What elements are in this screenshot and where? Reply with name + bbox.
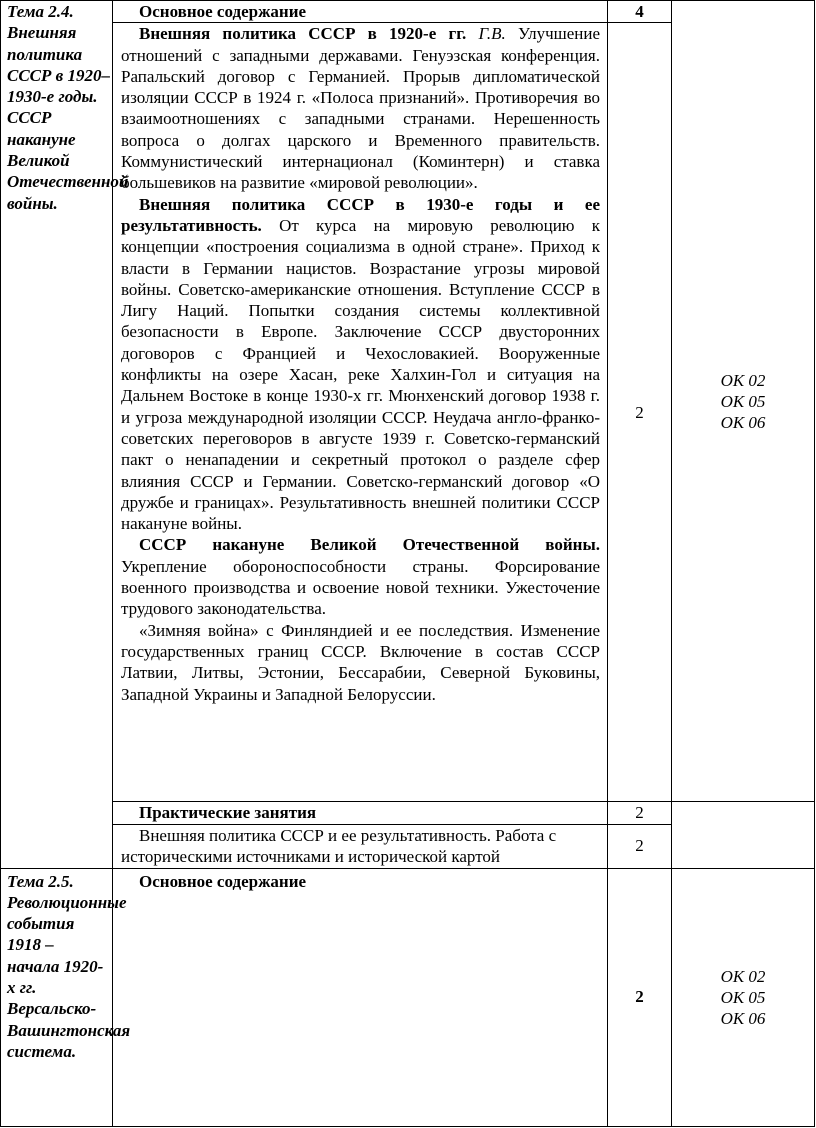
topic-2-5-row [1, 868, 815, 1126]
topic-2-4-title [1, 1, 129, 869]
topic-2-5-competency-1: ОК 02 [720, 966, 766, 986]
topic-2-5-content-header: Основное содержание [113, 868, 608, 1126]
paragraph-3 [121, 534, 600, 619]
p3-title: СССР накануне Великой Отечественной войны. [139, 535, 600, 555]
p4-text: «Зимняя война» с Финляндией и ее последствия. Изменение государственных границ СССР. Включение в состав СССР Латвии, Литвы, Эстонии, Бессарабии, Северной Буковины, Западной Украины и Западной Белоруссии. [121, 620, 600, 704]
p3-text: Укрепление обороноспособности страны. Форсирование военного производства и освоение новой техники. Ужесточение трудового законодательства. [121, 556, 600, 619]
topic-2-5-hours: 2 [608, 868, 672, 1126]
content-level: 2 [608, 23, 672, 802]
competency-2: ОК 05 [720, 391, 766, 411]
topic-2-5-competencies [672, 868, 815, 1126]
content-hours: 4 [608, 1, 672, 23]
practice-header: Практические занятия [113, 802, 608, 824]
content-header: Основное содержание [113, 1, 608, 23]
p1-text: Улучшение отношений с западными державами. Генуэзская конференция. Рапальский договор с Германией. Прорыв дипломатической изоляции СССР в 1924 г. «Полоса признаний». Противоречия во взаимоотношениях с западными странами. Нерешенность вопроса о долгах царского и Временного правительств. Коммунистический интернационал (Коминтерн) и ставка большевиков на развитие «мировой революции». [121, 24, 601, 193]
practice-hours: 2 [608, 802, 672, 824]
practice-competencies-empty [672, 802, 815, 868]
topic-2-5-competency-3: ОК 06 [720, 1008, 766, 1028]
p2-title: Внешняя политика СССР в 1930-е годы и ее результативность. [121, 194, 600, 235]
topic-2-5-title-text: Тема 2.5. Революционные события 1918 – начала 1920-х гг. Версальско-Вашингтонская система. [7, 871, 131, 1061]
competency-3: ОК 06 [720, 412, 766, 432]
practice-text: Внешняя политика СССР и ее результативность. Работа с историческими источниками и исторической картой [121, 825, 557, 866]
paragraph-2 [121, 194, 600, 535]
p1-title: Внешняя политика СССР в 1920-е гг. [139, 24, 467, 44]
competency-1: ОК 02 [720, 370, 766, 390]
competencies-cell [672, 1, 815, 802]
paragraph-1 [121, 23, 600, 193]
practice-level: 2 [608, 824, 672, 868]
practice-header-row [1, 802, 815, 824]
p1-author: Г.В. [478, 24, 506, 44]
content-text-cell [113, 23, 608, 802]
topic-2-4-title-text: Тема 2.4. Внешняя политика СССР в 1920–1930-е годы. СССР накануне Великой Отечественной войны. [7, 2, 129, 213]
topic-2-5-competency-2: ОК 05 [720, 987, 766, 1007]
practice-text-cell [113, 824, 608, 868]
paragraph-4 [121, 620, 600, 705]
p2-text: От курса на мировую революцию к концепции «построения социализма в одной стране». Приход к власти в Германии нацистов. Возрастание угрозы мировой войны. Советско-американские отношения. Вступление СССР в Лигу Наций. Попытки создания системы коллективной безопасности в Европе. Заключение СССР двусторонних договоров с Францией и Чехословакией. Вооруженные конфликты на озере Хасан, реке Халхин-Гол и ситуация на Дальнем Востоке в конце 1930-х гг. Мюнхенский договор 1938 г. и угроза международной изоляции СССР. Неудача англо-франко-советских переговоров в августе 1939 г. Советско-германский пакт о ненападении и секретный протокол о разделе сфер влияния СССР и Германии. Советско-германский договор «О дружбе и границах». Результативность внешней политики СССР накануне войны. [121, 215, 600, 534]
topic-2-5-title [1, 868, 131, 1126]
topic-2-4-header-row [1, 1, 815, 23]
